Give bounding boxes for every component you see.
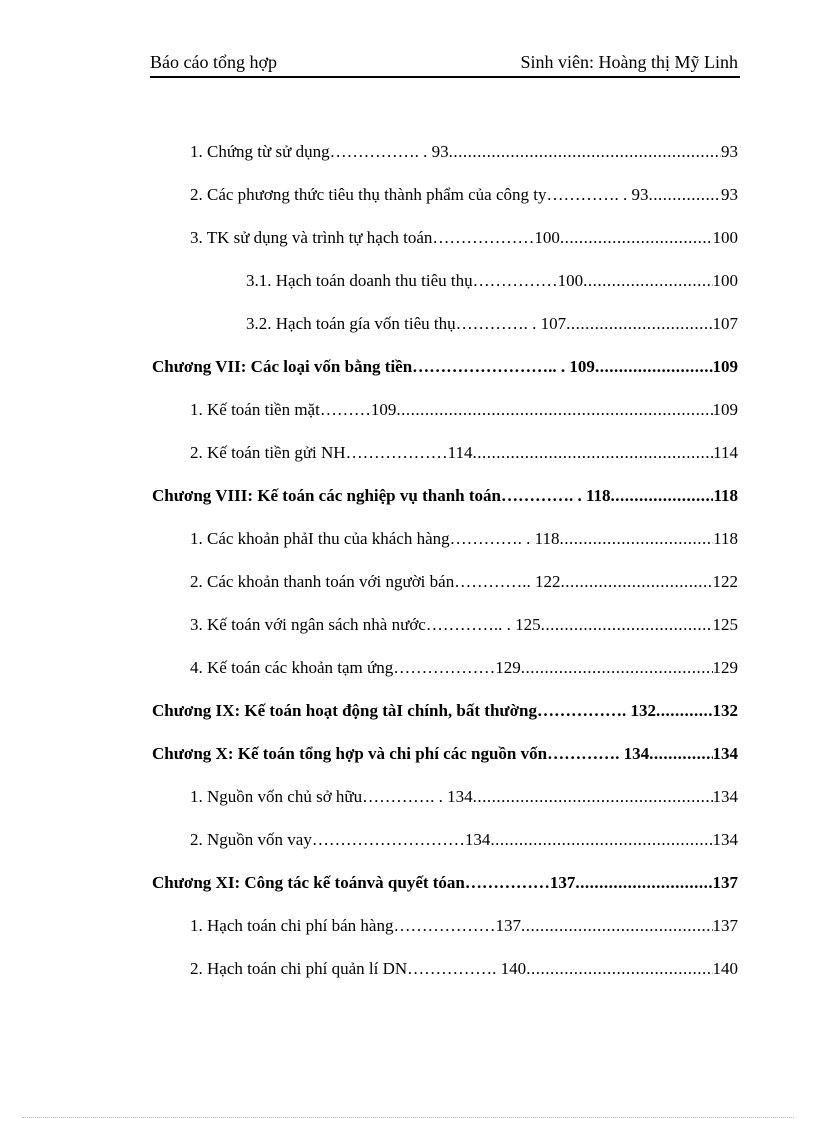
toc-entry <box>190 828 738 850</box>
toc-leader-dots <box>521 916 713 936</box>
toc-entry <box>190 914 738 936</box>
toc-leader-dots <box>521 658 713 678</box>
toc-entry-title: 3.2. Hạch toán gía vốn tiêu thụ…………. . 107 <box>246 314 567 333</box>
toc-leader-dots <box>526 959 712 979</box>
toc-page-number: 118 <box>713 486 738 505</box>
toc-entry <box>190 957 738 979</box>
toc-leader-dots <box>656 701 713 721</box>
toc-entry-title: 3. Kế toán với ngân sách nhà nước………….. . 125 <box>190 615 541 634</box>
toc-entry-title: 1. Chứng từ sử dụng……………. . 93 <box>190 142 449 161</box>
toc-entry <box>190 527 738 549</box>
toc-entry-title: Chương VII: Các loại vốn bằng tiền…………………….. . 109 <box>152 357 595 376</box>
toc-page-number: 109 <box>712 357 738 376</box>
toc-page-number: 137 <box>712 916 738 935</box>
toc-entry <box>190 398 738 420</box>
toc-page-number: 118 <box>713 529 738 548</box>
toc-entry-title: 1. Nguồn vốn chủ sở hữu…………. . 134 <box>190 787 473 806</box>
toc-leader-dots <box>566 314 712 334</box>
toc-entry <box>246 312 738 334</box>
toc-entry-title: 3.1. Hạch toán doanh thu tiêu thụ……………100 <box>246 271 584 290</box>
toc-leader-dots <box>583 271 712 291</box>
toc-page-number: 134 <box>712 744 738 763</box>
toc-page-number: 122 <box>712 572 738 591</box>
toc-chapter-entry <box>152 699 738 721</box>
toc-chapter-entry <box>152 871 738 893</box>
toc-page-number: 134 <box>712 787 738 806</box>
toc-entry-title: Chương X: Kế toán tổng hợp và chi phí các nguồn vốn…………. 134 <box>152 744 650 763</box>
toc-leader-dots <box>575 873 712 893</box>
toc-page-number: 100 <box>712 228 738 247</box>
toc-leader-dots <box>473 787 713 807</box>
toc-entry-title: 4. Kế toán các khoản tạm ứng………………129 <box>190 658 521 677</box>
toc-entry-title: Chương IX: Kế toán hoạt động tàI chính, bất thường……………. 132 <box>152 701 656 720</box>
toc-chapter-entry <box>152 742 738 764</box>
toc-entry-title: 2. Các phương thức tiêu thụ thành phẩm của công ty…………. . 93 <box>190 185 649 204</box>
toc-leader-dots <box>611 486 714 506</box>
toc-entry <box>190 140 738 162</box>
toc-leader-dots <box>449 142 721 162</box>
toc-entry <box>190 226 738 248</box>
toc-page-number: 137 <box>712 873 738 892</box>
toc-entry <box>190 441 738 463</box>
toc-page-number: 107 <box>712 314 738 333</box>
toc-chapter-entry <box>152 484 738 506</box>
toc-leader-dots <box>560 529 714 549</box>
toc-leader-dots <box>560 572 712 592</box>
toc-entry-title: 1. Các khoản phảI thu của khách hàng…………. . 118 <box>190 529 560 548</box>
toc-page-number: 125 <box>712 615 738 634</box>
toc-leader-dots <box>396 400 712 420</box>
toc-page-number: 93 <box>721 185 738 204</box>
toc-entry-title: 3. TK sử dụng và trình tự hạch toán………………100 <box>190 228 560 247</box>
toc-entry <box>246 269 738 291</box>
toc-entry-title: 2. Hạch toán chi phí quản lí DN……………. 140 <box>190 959 527 978</box>
toc-entry-title: Chương XI: Công tác kế toánvà quyết tóan……………137 <box>152 873 576 892</box>
toc-entry-title: 1. Kế toán tiền mặt………109 <box>190 400 397 419</box>
header-divider <box>150 76 740 78</box>
toc-leader-dots <box>560 228 713 248</box>
toc-entry-title: Chương VIII: Kế toán các nghiệp vụ thanh toán…………. . 118 <box>152 486 611 505</box>
toc-entry-title: 1. Hạch toán chi phí bán hàng………………137 <box>190 916 521 935</box>
toc-leader-dots <box>490 830 712 850</box>
page-bottom-divider <box>22 1117 794 1118</box>
toc-entry <box>190 656 738 678</box>
toc-entry-title: 2. Các khoản thanh toán với người bán………….. 122 <box>190 572 561 591</box>
toc-page-number: 134 <box>712 830 738 849</box>
toc-entry <box>190 570 738 592</box>
toc-leader-dots <box>541 615 713 635</box>
toc-page-number: 129 <box>712 658 738 677</box>
toc-page-number: 93 <box>721 142 738 161</box>
toc-leader-dots <box>472 443 713 463</box>
toc-chapter-entry <box>152 355 738 377</box>
toc-page-number: 114 <box>713 443 738 462</box>
toc-entry <box>190 785 738 807</box>
toc-page-number: 109 <box>712 400 738 419</box>
toc-page-number: 132 <box>712 701 738 720</box>
page-header <box>150 52 740 78</box>
toc-entry <box>190 613 738 635</box>
toc-page-number: 100 <box>712 271 738 290</box>
header-report-title: Báo cáo tổng hợp <box>150 52 277 72</box>
toc-entry-title: 2. Kế toán tiền gửi NH………………114 <box>190 443 473 462</box>
toc-leader-dots <box>649 744 712 764</box>
toc-entry-title: 2. Nguồn vốn vay………………………134 <box>190 830 491 849</box>
toc-leader-dots <box>648 185 721 205</box>
toc-page-number: 140 <box>712 959 738 978</box>
header-student-name: Sinh viên: Hoàng thị Mỹ Linh <box>520 52 738 72</box>
toc-entry <box>190 183 738 205</box>
toc-leader-dots <box>595 357 713 377</box>
